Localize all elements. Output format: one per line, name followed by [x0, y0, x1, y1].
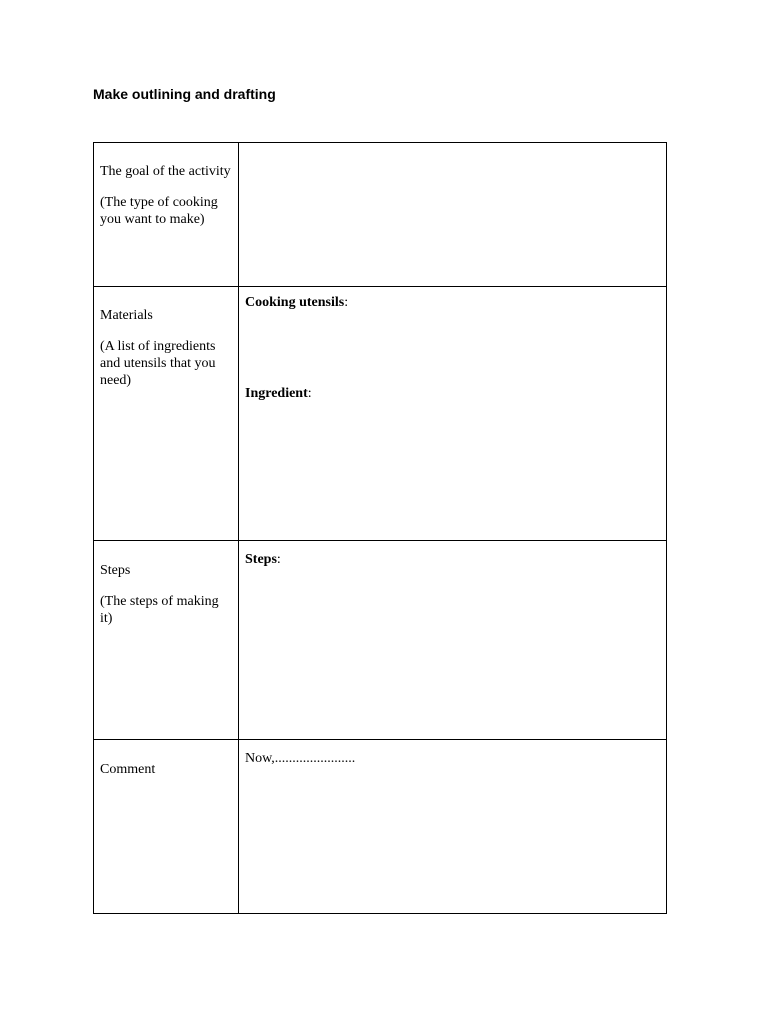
steps-label: Steps — [100, 563, 131, 578]
utensils-field — [245, 294, 660, 311]
steps-field-label: Steps — [245, 552, 277, 567]
table-row-materials — [94, 287, 667, 541]
table-row-comment — [94, 740, 667, 914]
materials-hint: (A list of ingredients and utensils that you need) — [100, 339, 216, 388]
steps-hint: (The steps of making it) — [100, 594, 219, 626]
outline-table — [93, 142, 667, 914]
materials-value-cell[interactable] — [239, 287, 667, 541]
comment-value: Now,....................... — [245, 751, 356, 766]
goal-value-cell[interactable] — [239, 143, 667, 287]
goal-hint: (The type of cooking you want to make) — [100, 195, 218, 227]
utensils-colon: : — [344, 295, 349, 310]
materials-label: Materials — [100, 308, 153, 323]
ingredient-colon: : — [307, 386, 312, 401]
page-title: Make outlining and drafting — [93, 86, 276, 102]
comment-value-cell[interactable] — [239, 740, 667, 914]
steps-colon: : — [276, 552, 281, 567]
ingredient-field — [245, 385, 660, 402]
table-row-goal — [94, 143, 667, 287]
goal-label-cell — [94, 143, 239, 287]
materials-label-cell — [94, 287, 239, 541]
goal-label: The goal of the activity — [100, 164, 231, 179]
utensils-label: Cooking utensils — [245, 295, 345, 310]
table-row-steps — [94, 541, 667, 740]
comment-label-cell — [94, 740, 239, 914]
steps-field — [245, 551, 660, 568]
comment-label: Comment — [100, 762, 156, 777]
ingredient-label: Ingredient — [245, 386, 308, 401]
steps-value-cell[interactable] — [239, 541, 667, 740]
steps-label-cell — [94, 541, 239, 740]
